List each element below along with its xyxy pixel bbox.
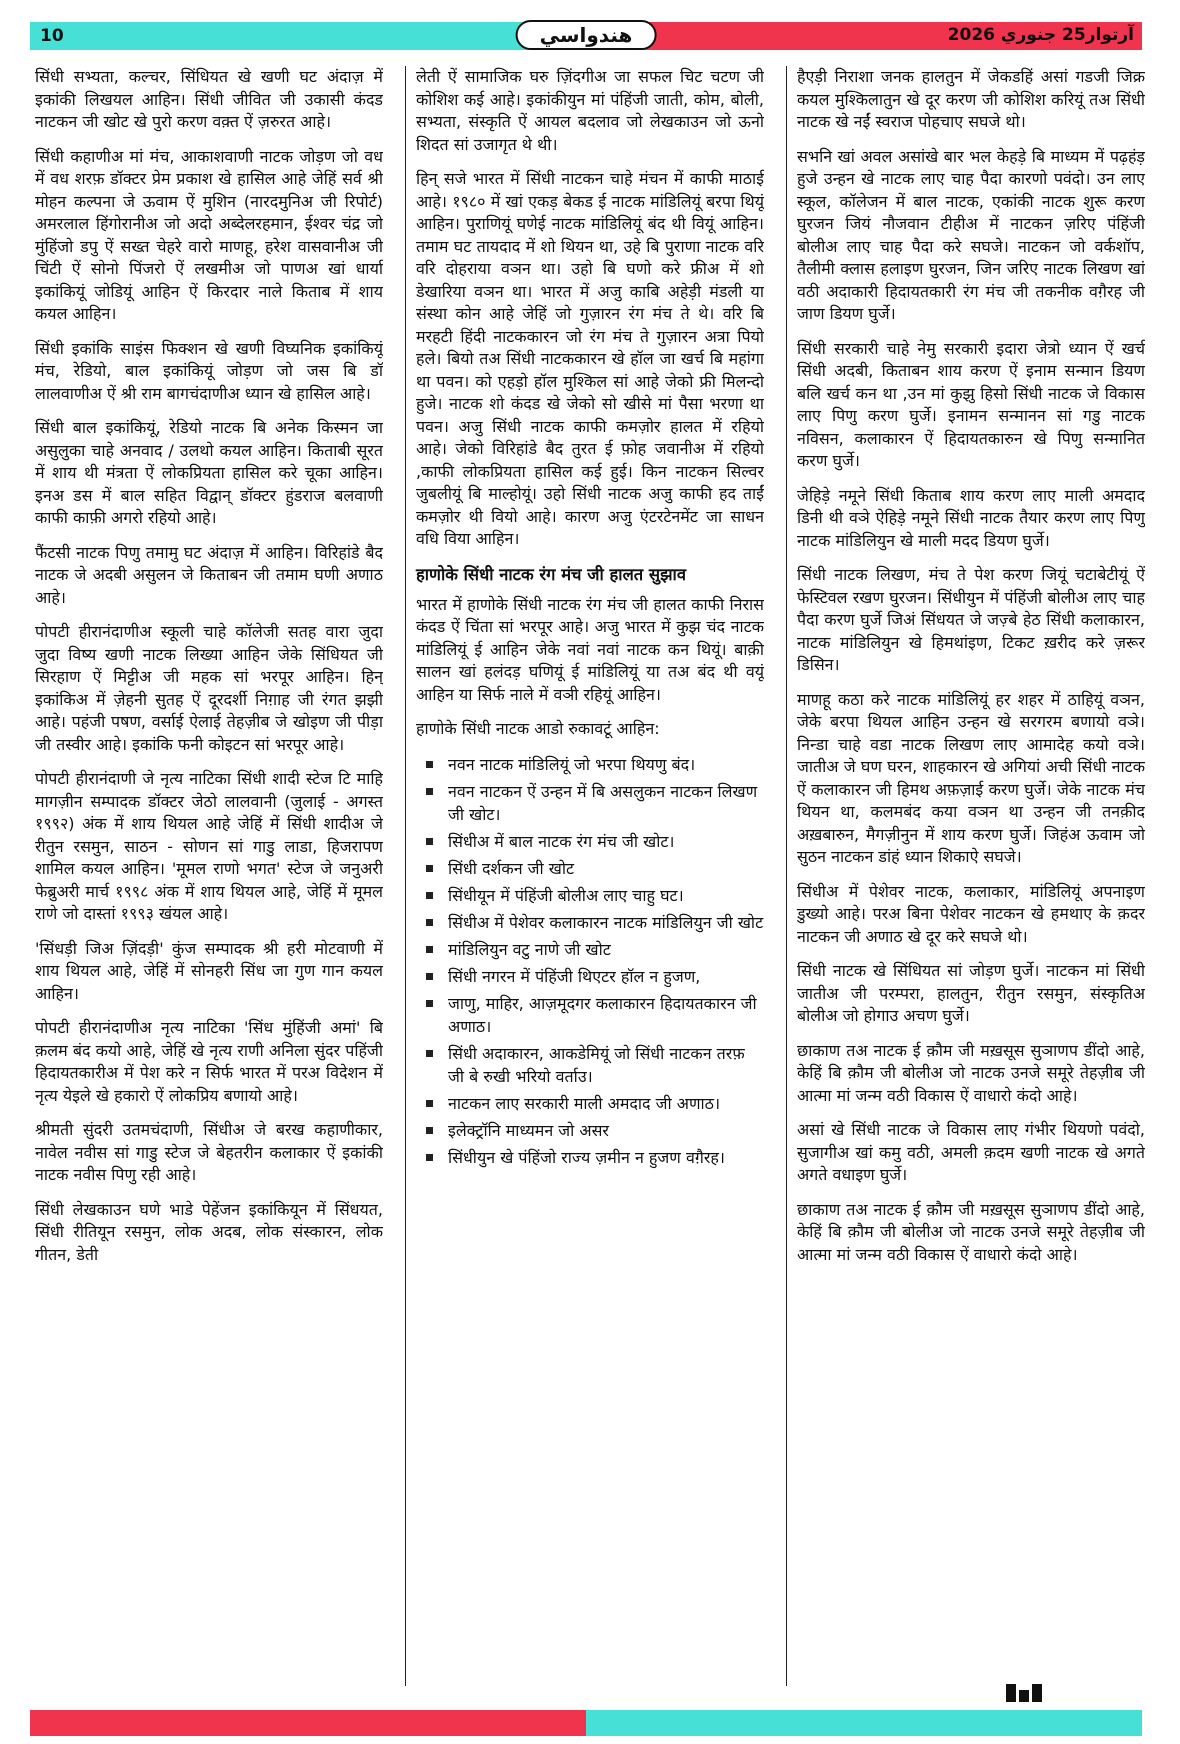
paragraph: हैएड़ी निराशा जनक हालतुन में जेकडहिं असां गडजी जिक्र कयल मुश्किलातुन खे दूर करण जी कोशिश करियूं तअ सिंधी नाटक खे नईं स्वराज पोहचाए सघजे थो। (797, 67, 1145, 131)
paragraph: सिंधी लेखकाउन घणे भाडे पेहेंजन इकांकियून में सिंधयत, सिंधी रीतियून रसमुन, लोक अदब, लोक संस्कारन, लोक गीतन, डेती (35, 1199, 383, 1264)
column-3 (786, 66, 1145, 1686)
paragraph: हाणोके सिंधी नाटक आडो रुकावटूं आहिन: (416, 719, 660, 738)
paragraph: लेती ऐं सामाजिक घरु ज़िंदगीअ जा सफल चिट चटण जी कोशिश कई आहे। इकांकीयुन मां पंहिंजी जाती, कोम, बोली, सभ्यता, संस्कृति ऐं आयल बदलाव जो लेखकाउन जो ऊनो शिदत सां उजागृत थे थी। (416, 67, 764, 154)
paragraph: सिंधी नाटक लिखण, मंच ते पेश करण जियूं चटाबेटीयूं ऐं फेस्टिवल रखण घुरजन। सिंधीयुन में पंहिंजी बोलीअ लाए चाह पैदा करण घुर्जे जिअं सिंधयत जे जज़्बे हेठ सिंधी कलाकारन, नाटक मांडिलियुन खे हिमथांइण, टिकट ख़रीद करे ज़रूर डिसिन। (797, 565, 1145, 674)
paragraph: सिंधीअ में पेशेवर नाटक, कलाकार, मांडिलियूं अपनाइण डुख्यो आहे। परअ बिना पेशेवर नाटकन खे हमथाए के क़दर नाटकन जी अणाठ खे दूर करे सघजे थो। (797, 881, 1145, 946)
paragraph: सिंधी बाल इकांकियूं, रेडियो नाटक बि अनेक किस्मन जा असुलुका चाहे अनवाद / उलथो कयल आहिन। किताबी सूरत में शाय थी मंत्रता ऐं लोकप्रियता हासिल करे चूका आहिन। इनअ डस में बाल सहित विद्वान् डॉक्टर हुंडराज बलवाणी काफी काफ़ी अगरो रहियो आहे। (35, 418, 383, 527)
list-item: सिंधीअ में बाल नाटक रंग मंच जी खोट। (422, 830, 764, 853)
list-item: सिंधी अदाकारन, आकडेमियूं जो सिंधी नाटकन तरफ़ जी बे रुखी भरियो वर्ताउ। (422, 1042, 764, 1088)
page-header (30, 22, 1142, 50)
list-item: सिंधीयून में पंहिंजी बोलीअ लाए चाहु घट। (422, 884, 764, 907)
paragraph: असां खे सिंधी नाटक जे विकास लाए गंभीर थियणो पवंदो, सुजागीअ खां कमु वठी, अमली क़दम खणी नाटक खे अगते अगते वधाइण घुर्जे। (797, 1120, 1145, 1184)
section-heading: हाणोके सिंधी नाटक रंग मंच जी हालत सुझाव (416, 564, 686, 584)
paragraph: हिन् सजे भारत में सिंधी नाटकन चाहे मंचन में काफी माठाई आहे। १९८० में खां एकड़ बेकड ई नाटक मांडिलियूं बरपा थियूं आहिन। पुराणियूं घणेई नाटक मांडिलियूं बंद थी वियूं आहिन। तमाम घट तायदाद में शो थियन था, उहे बि पुराणा नाटक वरि वरि दोहराया वञन था। उहो बि घणो करे फ्रीअ में शो डेखारिया वञन था। भारत में अजु काबि अहेड़ी मंडली या संस्था कोन आहे जेहिं जो गुज़ारन रंग मंच ते थे। वरि बि मरहटी हिंदी नाटककारन जो रंग मंच ते गुज़ारन अत्रा पियो हले। बियो तअ सिंधी नाटककारन खे हॉल जा खर्च बि महांगा था पवन। को एहड़ो हॉल मुश्किल सां आहे जेको फ्री मिलन्दो हुजे। नाटक शो कंदड खे जेको सो खीसे मां पैसा भरणा था पवन। अजु सिंधी नाटक काफी कमज़ोर हालत में रहियो आहे। जेको विरिहांडे बैद तुरत ई फ़ोह जवानीअ में रहियो ,काफी लोकप्रियता हासिल कई हुई। किन नाटकन सिल्वर जुबलीयूं बि माल्होयूं। उहो सिंधी नाटक अजु काफी हद ताईं कमज़ोर थी वियो आहे। कारण अजु एंटरटेनमेंट जा साधन वधि विया आहिन। (416, 169, 764, 548)
paragraph: 'सिंधड़ी जिअ ज़िंदड़ी' कुंज सम्पादक श्री हरी मोटवाणी में शाय थियल आहे, जेहिं में सोनहरी सिंध जा गुण गान कयल आहिन। (35, 938, 383, 1003)
paragraph: सभनि खां अवल असांखे बार भल केहड़े बि माध्यम में पढ़हंड़ हुजे उन्हन खे नाटक लाए चाह पैदा कारणो पवंदो। उन लाए स्कूल, कॉलेजन में बाल नाटक, एकांकी नाटक शुरू करण घुरजन जियं नौजवान टीहीअ में नाटकन ज़रिए पंहिंजी बोलीअ लाए चाह पैदा करे सघजे। नाटकन जो वर्कशॉप, तैलीमी क्लास हलाइण घुरजन, जिन जरिए नाटक लिखण खां वठी अदाकारी हिदायतकारी रंग मंच जी तकनीक वग़ैरह जी जाण डियण घुर्जे। (797, 146, 1145, 323)
paragraph: माणहू कठा करे नाटक मांडिलियूं हर शहर में ठाहियूं वञन, जेके बरपा थियल आहिन उन्हन खे सरगरम बणायो वञे। निन्डा चाहे वडा नाटक लिखण लाए आमादेह कयो वञे। जातीअ जे घण घरन, शाहकारन खे अगियां अची सिंधी नाटक ऐं कलाकारन जी हिमथ अफ़ज़ाई करण घुर्जे। जेके नाटक मंच थियन था, कलमबंद कया वञन था उन्हन जी तनक़ीद अख़बारुन, मैगज़ीनुन में शाय करण घुर्जे। जिहंअ ऊवाम जो सुठन नाटकन डांहं ध्यान शिकाऐ सघजे। (797, 689, 1145, 866)
header-band-left (30, 22, 586, 50)
paragraph: सिंधी नाटक खे सिंधियत सां जोड़ण घुर्जे। नाटकन मां सिंधी जातीअ जी परम्परा, हालतुन, रीतुन रसमुन, संस्कृतिअ बोलीअ जो होगाउ अचण घुर्जे। (797, 961, 1145, 1025)
page-footer (30, 1710, 1142, 1736)
paragraph: पोपटी हीरानंदाणी जे नृत्य नाटिका सिंधी शादी स्टेज टि माहि मागज़ीन सम्पादक डॉक्टर जेठो लालवानी (जुलाई - अगस्त १९९२) अंक में शाय थियल आहे जेहिं में सिंधी शादीअ जे रीतुन रसमुन, साठन - सोणन सां गाडु लाडा, हिजरापण शामिल कयल आहिन। 'मूमल राणो भगत' स्टेज जे जनुअरी फेब्रुअरी मार्च १९९८ अंक में शाय थियल आहे, जेहिं में मूमल राणे जो दास्तां १९९३ खंयल आहे। (35, 769, 383, 923)
list-item: सिंधी नगरन में पंहिंजी थिएटर हॉल न हुजण, (422, 965, 764, 988)
paragraph: जेहिड़े नमूने सिंधी किताब शाय करण लाए माली अमदाद डिनी थी वञे ऐहिड़े नमूने सिंधी नाटक तैयार करण लाए पिणु नाटक मांडिलियुन खे माली मदद डियण घुर्जे। (797, 485, 1145, 550)
paragraph: सिंधी सरकारी चाहे नेमु सरकारी इदारा जेत्रो ध्यान ऐं खर्च सिंधी अदबी, किताबन शाय करण ऐं इनाम सन्मान डियण बलि खर्च कन था ,उन मां कुझु हिसो सिंधी नाटक जे विकास लाए पिणु करण घुर्जे। इनामन सन्मानन सां गडु नाटक नविसन, कलाकारन ऐं हिदायतकारुन खे पिणु सन्मानित करण घुर्जे। (797, 338, 1145, 470)
list-item: सिंधीयुन खे पंहिंजो राज्य ज़मीन न हुजण वग़ैरह। (422, 1146, 764, 1169)
paragraph: सिंधी सभ्यता, कल्चर, सिंधियत खे खणी घट अंदाज़ में इकांकी लिखयल आहिन। सिंधी जीवित जी उकासी कंदड नाटकन जी खोट खे पुरो करण वक़्त ऐं ज़रुरत आहे। (35, 67, 383, 131)
footer-band-right (586, 1710, 1142, 1736)
issue-date: آرتوار25 جنوري 2026 (947, 25, 1134, 45)
header-band-right (586, 22, 1142, 50)
article-columns (35, 66, 1145, 1686)
list-item: सिंधी दर्शकन जी खोट (422, 857, 764, 880)
list-item: नवन नाटक मांडिलियूं जो भरपा थियणु बंद। (422, 753, 764, 776)
footer-band-left (30, 1710, 586, 1736)
paragraph: पोपटी हीरानंदाणीअ स्कूली चाहे कॉलेजी सतह वारा जुदा जुदा विष्य खणी नाटक लिख्या आहिन जेके सिंधियत जी सिरहाण ऐं मिट्टीअ जी महक सां भरपूर आहिन। हिन् इकांकिअ में ज़ेहनी सुतह ऐं दूरदर्शी निग़ाह जी रंगत झझी आहे। पहंजी पषण, वर्साई ऐलाई तेहज़ीब जे खोइण जी पीड़ा जी तस्वीर आहे। इकांकि फनी कोइटन सां भरपूर आहे। (35, 622, 383, 754)
obstacles-list (416, 753, 764, 1169)
masthead-logo: هندواسي (516, 20, 657, 50)
end-mark-icon (1006, 1684, 1042, 1702)
paragraph: सिंधी इकांकि साइंस फिक्शन खे खणी विघ्यनिक इकांकियूं मंच, रेडियो, बाल इकांकियूं जोड़ण जो जस बि डॉ लालवाणीअ ऐं श्री राम बागचंदाणीअ ध्यान खे हासिल आहे। (35, 338, 383, 403)
column-1 (35, 66, 383, 1686)
paragraph: सिंधी कहाणीअ मां मंच, आकाशवाणी नाटक जोड़ण जो वध में वध शरफ़ डॉक्टर प्रेम प्रकाश खे हासिल आहे जेहिं सर्व श्री मोहन कल्पना जे ऊवाम ऐं मुशिन (नारदमुनिअ जी रिपोर्ट) अमरलाल हिंगोरानीअ जो अदो अब्देलरहमान, ईश्वर चंद्र जो मुंहिंजो डपु ऐं सख्त चेहरे वारो माणहू, हरेश वासवानीअ जी चिंटी ऐं सोनो पिंजरो ऐं लखमीअ जो पाणअ खां धार्या इकांकियूं जोडियूं आहिन ऐं किरदार नाले किताब में शाय कयल आहिन। (35, 146, 383, 323)
column-2 (405, 66, 764, 1686)
list-item: जाणु, माहिर, आज़मूदगर कलाकारन हिदायतकारन जी अणाठ। (422, 992, 764, 1038)
paragraph: श्रीमती सुंदरी उतमचंदाणी, सिंधीअ जे बरख कहाणीकार, नावेल नवीस सां गाडु स्टेज जे बेहतरीन कलाकार ऐं इकांकी नाटक नवीस पिणु रही आहे। (35, 1120, 383, 1184)
list-item: इलेक्ट्रॉनि माध्यमन जो असर (422, 1119, 764, 1142)
list-item: नवन नाटकन ऐं उन्हन में बि असलुकन नाटकन लिखण जी खोट। (422, 780, 764, 826)
page-number: 10 (40, 26, 64, 46)
list-item: मांडिलियुन वटु नाणे जी खोट (422, 938, 764, 961)
paragraph: फैंटसी नाटक पिणु तमामु घट अंदाज़ में आहिन। विरिहांडे बैद नाटक जे अदबी असुलन जे किताबन जी तमाम घणी अणाठ आहे। (35, 542, 383, 607)
paragraph: छाकाण तअ नाटक ई क़ौम जी मख़सूस सुञाणप डींदो आहे, केहिं बि क़ौम जी बोलीअ जो नाटक उनजे समूरे तेहज़ीब जी आत्मा मां जन्म वठी विकास ऐं वाधारो कंदो आहे। (797, 1199, 1145, 1264)
paragraph: भारत में हाणोके सिंधी नाटक रंग मंच जी हालत काफी निरास कंदड ऐं चिंता सां भरपूर आहे। अजु भारत में कुझ चंद नाटक मांडिलियूं ई आहिन जेके नवां नवां नाटक कन थियूं। बाक़ी सालन खां हलंदड़ घणियूं ई मांडिलियूं या तअ बंद थी वयूं आहिन या सिर्फ नाले में वञी रहियूं आहिन। (416, 594, 764, 704)
paragraph: छाकाण तअ नाटक ई क़ौम जी मख़सूस सुञाणप डींदो आहे, केहिं बि क़ौम जी बोलीअ जो नाटक उनजे समूरे तेहज़ीब जी आत्मा मां जन्म वठी विकास ऐं वाधारो कंदो आहे। (797, 1040, 1145, 1105)
list-item: सिंधीअ में पेशेवर कलाकारन नाटक मांडिलियुन जी खोट (422, 911, 764, 934)
list-item: नाटकन लाए सरकारी माली अमदाद जी अणाठ। (422, 1092, 764, 1115)
paragraph: पोपटी हीरानंदाणीअ नृत्य नाटिका 'सिंध मुंहिंजी अमां' बि क़लम बंद कयो आहे, जेहिं खे नृत्य राणी अनिला सुंदर पहिंजी हिदायतकारीअ में पेश करे न सिर्फ भारत में परअ विदेशन में नृत्य येइले खे हकारो ऐं लोकप्रिय बणायो आहे। (35, 1018, 383, 1105)
